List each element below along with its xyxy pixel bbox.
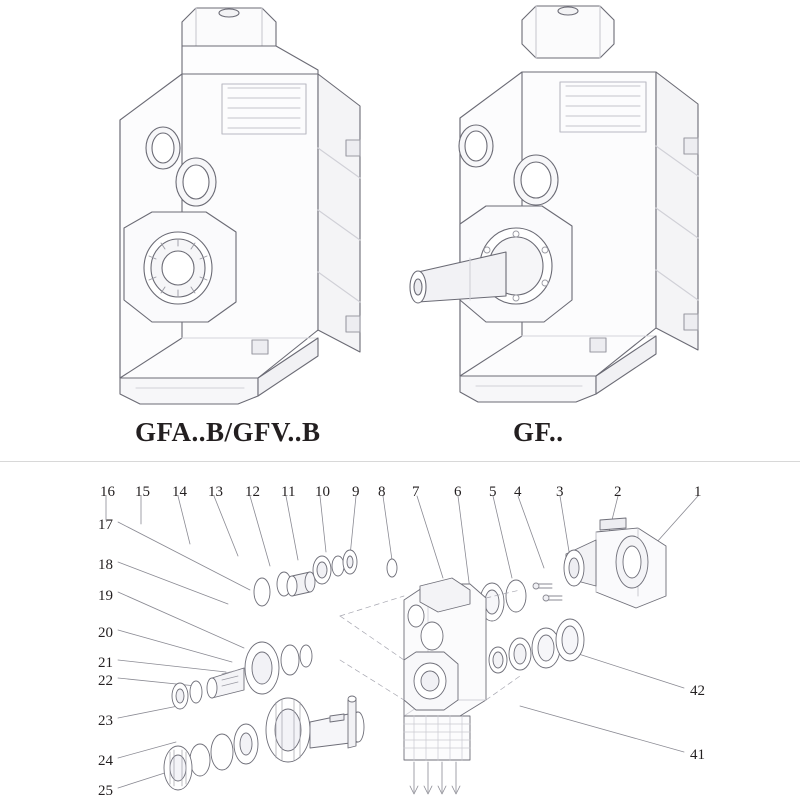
callout-15: 15: [135, 484, 150, 500]
callout-24: 24: [98, 753, 113, 769]
figure-caption-left: GFA..B/GFV..B: [135, 417, 321, 447]
callout-23: 23: [98, 713, 113, 729]
callout-21: 21: [98, 655, 113, 671]
callout-19: 19: [98, 588, 113, 604]
callout-41: 41: [690, 747, 705, 763]
callout-42: 42: [690, 683, 705, 699]
callout-8: 8: [378, 484, 386, 500]
callout-20: 20: [98, 625, 113, 641]
callout-17: 17: [98, 517, 113, 533]
callout-4: 4: [514, 484, 522, 500]
callout-2: 2: [614, 484, 622, 500]
callout-5: 5: [489, 484, 497, 500]
callout-6: 6: [454, 484, 462, 500]
callout-25: 25: [98, 783, 113, 799]
callout-11: 11: [281, 484, 296, 500]
callout-16: 16: [100, 484, 115, 500]
callout-10: 10: [315, 484, 330, 500]
callout-14: 14: [172, 484, 187, 500]
callout-7: 7: [412, 484, 420, 500]
callout-3: 3: [556, 484, 564, 500]
callout-13: 13: [208, 484, 223, 500]
callout-9: 9: [352, 484, 360, 500]
callout-22: 22: [98, 673, 113, 689]
figure-caption-right: GF..: [513, 417, 564, 447]
callout-1: 1: [694, 484, 702, 500]
callout-18: 18: [98, 557, 113, 573]
callout-12: 12: [245, 484, 260, 500]
